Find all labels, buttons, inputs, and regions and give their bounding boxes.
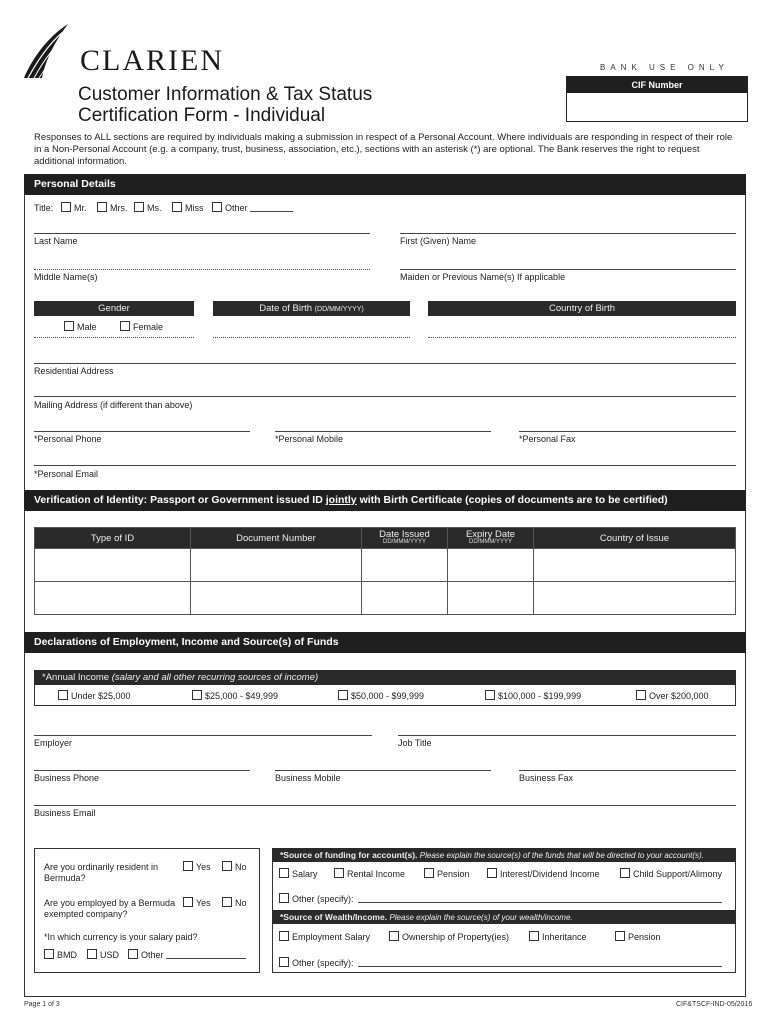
personal-fax-label: *Personal Fax — [519, 434, 576, 444]
title-mr-option[interactable]: Mr. — [61, 202, 87, 213]
title-line-1: Customer Information & Tax Status — [78, 84, 373, 105]
salary-checkbox[interactable] — [279, 868, 289, 878]
resident-no-option[interactable]: No — [222, 861, 247, 872]
currency-usd-option[interactable]: USD — [87, 949, 119, 960]
mr-checkbox[interactable] — [61, 202, 71, 212]
resident-yes-option[interactable]: Yes — [183, 861, 211, 872]
employed-no-checkbox[interactable] — [222, 897, 232, 907]
inheritance-checkbox[interactable] — [529, 931, 539, 941]
page-number: Page 1 of 3 — [24, 1001, 60, 1008]
income-50k-99k[interactable]: $50,000 - $99,999 — [338, 690, 424, 701]
bank-use-only-label: BANK USE ONLY — [600, 63, 729, 72]
last-name-field[interactable] — [34, 233, 370, 234]
funding-other-checkbox[interactable] — [279, 893, 289, 903]
title-other-option[interactable]: Other — [212, 202, 248, 213]
funding-child-support[interactable]: Child Support/Alimony — [620, 868, 722, 879]
employer-label: Employer — [34, 738, 73, 748]
id-type-cell[interactable] — [35, 582, 191, 615]
property-checkbox[interactable] — [389, 931, 399, 941]
country-cell[interactable] — [534, 549, 736, 582]
identity-heading: Verification of Identity: Passport or Government issued ID jointly with Birth Certificate (copies of documents are to be certified) — [24, 490, 746, 511]
wealth-pension-checkbox[interactable] — [615, 931, 625, 941]
miss-checkbox[interactable] — [172, 202, 182, 212]
currency-question: *In which currency is your salary paid? — [44, 932, 198, 942]
personal-phone-label: *Personal Phone — [34, 434, 102, 444]
identity-table — [34, 527, 736, 615]
title-line-2: Certification Form - Individual — [78, 105, 326, 126]
personal-details-section — [24, 195, 746, 495]
type-of-id-header: Type of ID — [35, 528, 191, 549]
cif-number-label: CIF Number — [567, 77, 747, 93]
currency-bmd-option[interactable]: BMD — [44, 949, 77, 960]
ms-checkbox[interactable] — [134, 202, 144, 212]
clarien-sail-logo — [22, 24, 70, 80]
funding-pension-checkbox[interactable] — [424, 868, 434, 878]
job-title-field[interactable] — [398, 735, 736, 736]
gender-header: Gender — [34, 301, 194, 316]
wealth-pension[interactable]: Pension — [615, 931, 661, 942]
resident-question: Are you ordinarily resident in Bermuda? — [44, 862, 159, 883]
under-25k-checkbox[interactable] — [58, 690, 68, 700]
middle-names-label: Middle Name(s) — [34, 272, 98, 282]
residential-address-field[interactable] — [34, 363, 736, 364]
personal-fax-field[interactable] — [519, 431, 736, 432]
mailing-address-field[interactable] — [34, 396, 736, 397]
country-cell[interactable] — [534, 582, 736, 615]
business-fax-field[interactable] — [519, 770, 736, 771]
wealth-header: *Source of Wealth/Income. Please explain the source(s) of your wealth/income. — [272, 910, 736, 924]
cif-number-box — [566, 76, 748, 122]
title-other-line[interactable] — [250, 211, 293, 212]
employed-no-option[interactable]: No — [222, 897, 247, 908]
usd-checkbox[interactable] — [87, 949, 97, 959]
gender-female-option[interactable]: Female — [120, 321, 163, 332]
intro-text: Responses to ALL sections are required by individuals making a submission in respect of a Personal Account. Where individuals are responding in respect of their role in a Non-Personal Account (e.g. a company, trust, business, association, etc.), sections with an asterisk (*) are optional. The Bank reserves the right to request additional information. — [34, 132, 733, 167]
last-name-label: Last Name — [34, 236, 78, 246]
bmd-checkbox[interactable] — [44, 949, 54, 959]
date-issued-cell[interactable] — [362, 549, 448, 582]
employed-yes-checkbox[interactable] — [183, 897, 193, 907]
income-25k-49k[interactable]: $25,000 - $49,999 — [192, 690, 278, 701]
form-title — [78, 84, 372, 126]
middle-names-field[interactable] — [34, 269, 370, 270]
annual-income-header: *Annual Income (salary and all other recurring sources of income) — [34, 670, 736, 685]
first-name-label: First (Given) Name — [400, 236, 477, 246]
funding-rental[interactable]: Rental Income — [334, 868, 405, 879]
funding-pension[interactable]: Pension — [424, 868, 470, 879]
title-label: Title: — [34, 203, 54, 213]
country-issue-header: Country of Issue — [534, 528, 736, 549]
wealth-other-checkbox[interactable] — [279, 957, 289, 967]
first-name-field[interactable] — [400, 233, 736, 234]
personal-email-label: *Personal Email — [34, 469, 99, 479]
funding-other[interactable]: Other (specify): — [279, 893, 354, 904]
funding-other-line[interactable] — [358, 902, 722, 903]
employment-heading: Declarations of Employment, Income and Source(s) of Funds — [24, 632, 746, 653]
resident-yes-checkbox[interactable] — [183, 861, 193, 871]
business-phone-field[interactable] — [34, 770, 250, 771]
mrs-checkbox[interactable] — [97, 202, 107, 212]
doc-number-cell[interactable] — [191, 549, 362, 582]
wealth-property[interactable]: Ownership of Property(ies) — [389, 931, 509, 942]
wealth-other[interactable]: Other (specify): — [279, 957, 354, 968]
personal-phone-field[interactable] — [34, 431, 250, 432]
expiry-date-header: Expiry Date DD/MMM/YYYY — [448, 528, 534, 549]
title-miss-option[interactable]: Miss — [172, 202, 204, 213]
id-type-cell[interactable] — [35, 549, 191, 582]
50k-99k-checkbox[interactable] — [338, 690, 348, 700]
employment-salary-checkbox[interactable] — [279, 931, 289, 941]
business-email-field[interactable] — [34, 805, 736, 806]
funding-header: *Source of funding for account(s). Please explain the source(s) of the funds that will be directed to your account(s). — [272, 848, 736, 862]
female-checkbox[interactable] — [120, 321, 130, 331]
document-number-header: Document Number — [191, 528, 362, 549]
personal-mobile-label: *Personal Mobile — [275, 434, 344, 444]
brand-name: CLARIEN — [80, 44, 224, 77]
25k-49k-checkbox[interactable] — [192, 690, 202, 700]
employed-yes-option[interactable]: Yes — [183, 897, 211, 908]
form-code: CIF&TSCF-IND-05/2016 — [676, 1001, 753, 1008]
over-200k-checkbox[interactable] — [636, 690, 646, 700]
currency-other-line[interactable] — [166, 958, 246, 959]
business-mobile-label: Business Mobile — [275, 773, 341, 783]
country-birth-field[interactable] — [428, 337, 736, 338]
currency-other-checkbox[interactable] — [128, 949, 138, 959]
date-issued-cell[interactable] — [362, 582, 448, 615]
maiden-name-field[interactable] — [400, 269, 736, 270]
personal-details-heading: Personal Details — [24, 174, 746, 195]
dob-field[interactable] — [213, 337, 410, 338]
employed-question: Are you employed by a Bermuda exempted company? — [44, 898, 176, 919]
resident-no-checkbox[interactable] — [222, 861, 232, 871]
child-support-checkbox[interactable] — [620, 868, 630, 878]
mailing-address-label: Mailing Address (if different than above) — [34, 400, 193, 410]
personal-email-field[interactable] — [34, 465, 736, 466]
expiry-cell[interactable] — [448, 582, 534, 615]
cif-number-field[interactable] — [567, 93, 747, 121]
maiden-name-label: Maiden or Previous Name(s) If applicable — [400, 272, 566, 282]
wealth-other-line[interactable] — [358, 966, 722, 967]
expiry-cell[interactable] — [448, 549, 534, 582]
wealth-inheritance[interactable]: Inheritance — [529, 931, 587, 942]
wealth-salary[interactable]: Employment Salary — [279, 931, 370, 942]
business-mobile-field[interactable] — [275, 770, 491, 771]
country-birth-header: Country of Birth — [428, 301, 736, 316]
table-row — [35, 582, 736, 615]
interest-checkbox[interactable] — [487, 868, 497, 878]
title-mrs-option[interactable]: Mrs. — [97, 202, 128, 213]
employer-field[interactable] — [34, 735, 372, 736]
business-email-label: Business Email — [34, 808, 96, 818]
male-checkbox[interactable] — [64, 321, 74, 331]
funding-salary[interactable]: Salary — [279, 868, 318, 879]
doc-number-cell[interactable] — [191, 582, 362, 615]
income-100k-199k[interactable]: $100,000 - $199,999 — [485, 690, 581, 701]
income-under-25k[interactable]: Under $25,000 — [58, 690, 131, 701]
business-phone-label: Business Phone — [34, 773, 100, 783]
dob-header: Date of Birth (DD/MM/YYYY) — [213, 301, 410, 316]
residential-address-label: Residential Address — [34, 366, 114, 376]
date-issued-header: Date Issued DD/MMM/YYYY — [362, 528, 448, 549]
personal-mobile-field[interactable] — [275, 431, 491, 432]
rental-checkbox[interactable] — [334, 868, 344, 878]
currency-other-option[interactable]: Other — [128, 949, 164, 960]
business-fax-label: Business Fax — [519, 773, 574, 783]
funding-interest[interactable]: Interest/Dividend Income — [487, 868, 600, 879]
other-checkbox[interactable] — [212, 202, 222, 212]
title-ms-option[interactable]: Ms. — [134, 202, 162, 213]
100k-199k-checkbox[interactable] — [485, 690, 495, 700]
table-row — [35, 549, 736, 582]
gender-male-option[interactable]: Male — [64, 321, 97, 332]
job-title-label: Job Title — [398, 738, 432, 748]
income-over-200k[interactable]: Over $200,000 — [636, 690, 709, 701]
gender-underline — [34, 337, 194, 338]
